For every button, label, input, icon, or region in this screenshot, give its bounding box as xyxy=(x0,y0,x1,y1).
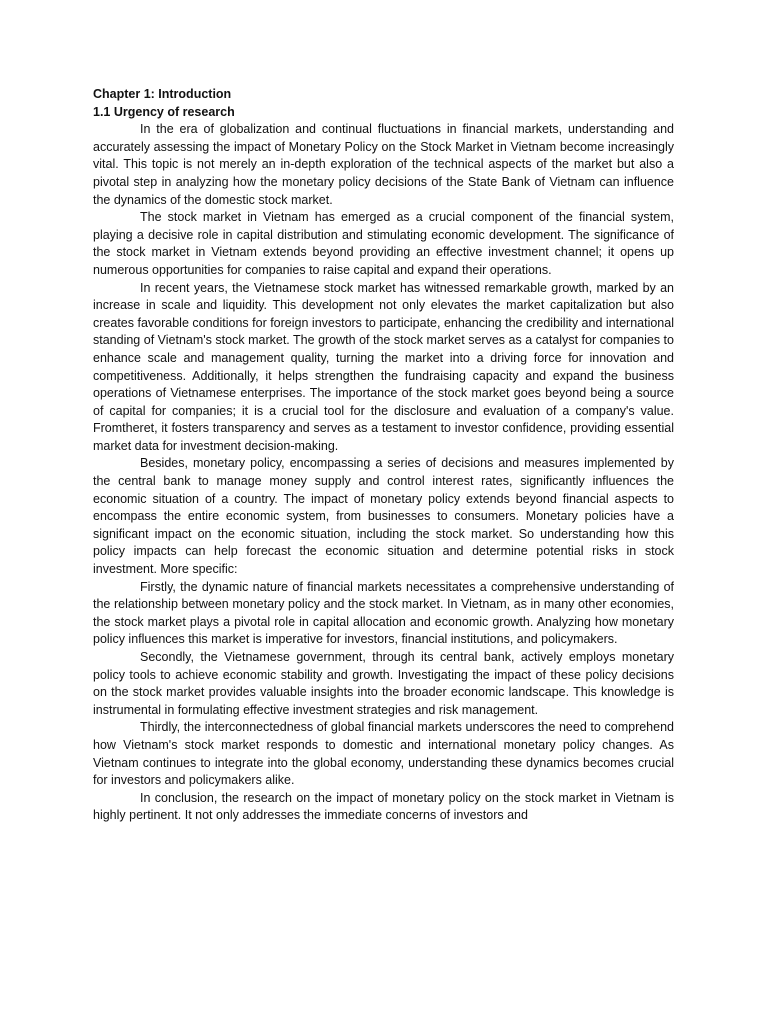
section-title: 1.1 Urgency of research xyxy=(93,104,235,119)
paragraph-conclusion: In conclusion, the research on the impact of monetary policy on the stock market in Vietnam is highly pertinent. It not only addresses the immediate concerns of investors and xyxy=(93,790,674,823)
chapter-title: Chapter 1: Introduction xyxy=(93,87,232,101)
document-page xyxy=(93,86,674,825)
paragraph-firstly: Firstly, the dynamic nature of financial markets necessitates a comprehensive understanding of the relationship between monetary policy and the stock market. In Vietnam, as in many other economies, the stock market plays a pivotal role in capital allocation and economic growth. Analyzing how monetary policy influences this market is imperative for investors, financial institutions, and policymakers. xyxy=(93,579,674,647)
paragraph-intro: In the era of globalization and continual fluctuations in financial markets, understanding and accurately assessing the impact of Monetary Policy on the Stock Market in Vietnam become increasingly vital. This topic is not merely an in-depth exploration of the technical aspects of the market but also a pivotal step in analyzing how the monetary policy decisions of the State Bank of Vietnam can influence the dynamics of the domestic stock market. xyxy=(93,122,674,207)
paragraph-thirdly: Thirdly, the interconnectedness of global financial markets underscores the need to comprehend how Vietnam's stock market responds to domestic and international monetary policy changes. As Vietnam continues to integrate into the global economy, understanding these dynamics becomes crucial for investors and policymakers alike. xyxy=(93,720,674,788)
paragraph-secondly: Secondly, the Vietnamese government, through its central bank, actively employs monetary policy tools to achieve economic stability and growth. Investigating the impact of these policy decisions on the stock market provides valuable insights into the broader economic landscape. This knowledge is instrumental in formulating effective investment strategies and risk management. xyxy=(93,650,674,717)
paragraph-stock-market-role: The stock market in Vietnam has emerged as a crucial component of the financial system, playing a decisive role in capital distribution and stimulating economic development. The significance of the stock market in Vietnam extends beyond providing an effective investment channel; it opens up numerous opportunities for companies to raise capital and expand their operations. xyxy=(93,210,674,277)
paragraph-market-growth: In recent years, the Vietnamese stock market has witnessed remarkable growth, marked by an increase in scale and liquidity. This development not only elevates the market capitalization but also creates favorable conditions for foreign investors to participate, enhancing the credibility and international standing of Vietnam's stock market. The growth of the stock market serves as a catalyst for companies to enhance scale and management quality, turning the market into a driving force for innovation and competitiveness. Additionally, it helps strengthen the fundraising capacity and expand the business operations of Vietnamese enterprises. The importance of the stock market goes beyond being a source of capital for companies; it is a crucial tool for the disclosure and evaluation of a company's value. Fromtheret, it fosters transparency and serves as a testament to investor confidence, providing essential market data for investment decision-making. xyxy=(93,280,674,453)
paragraph-monetary-policy: Besides, monetary policy, encompassing a series of decisions and measures implemented by the central bank to manage money supply and control interest rates, significantly influences the economic situation of a country. The impact of monetary policy extends beyond financial aspects to encompass the entire economic system, from businesses to consumers. Monetary policies have a significant impact on the economic situation, including the stock market. So understanding how this policy impacts can help forecast the economic situation and determine potential risks in stock investment. More specific: xyxy=(93,456,674,577)
